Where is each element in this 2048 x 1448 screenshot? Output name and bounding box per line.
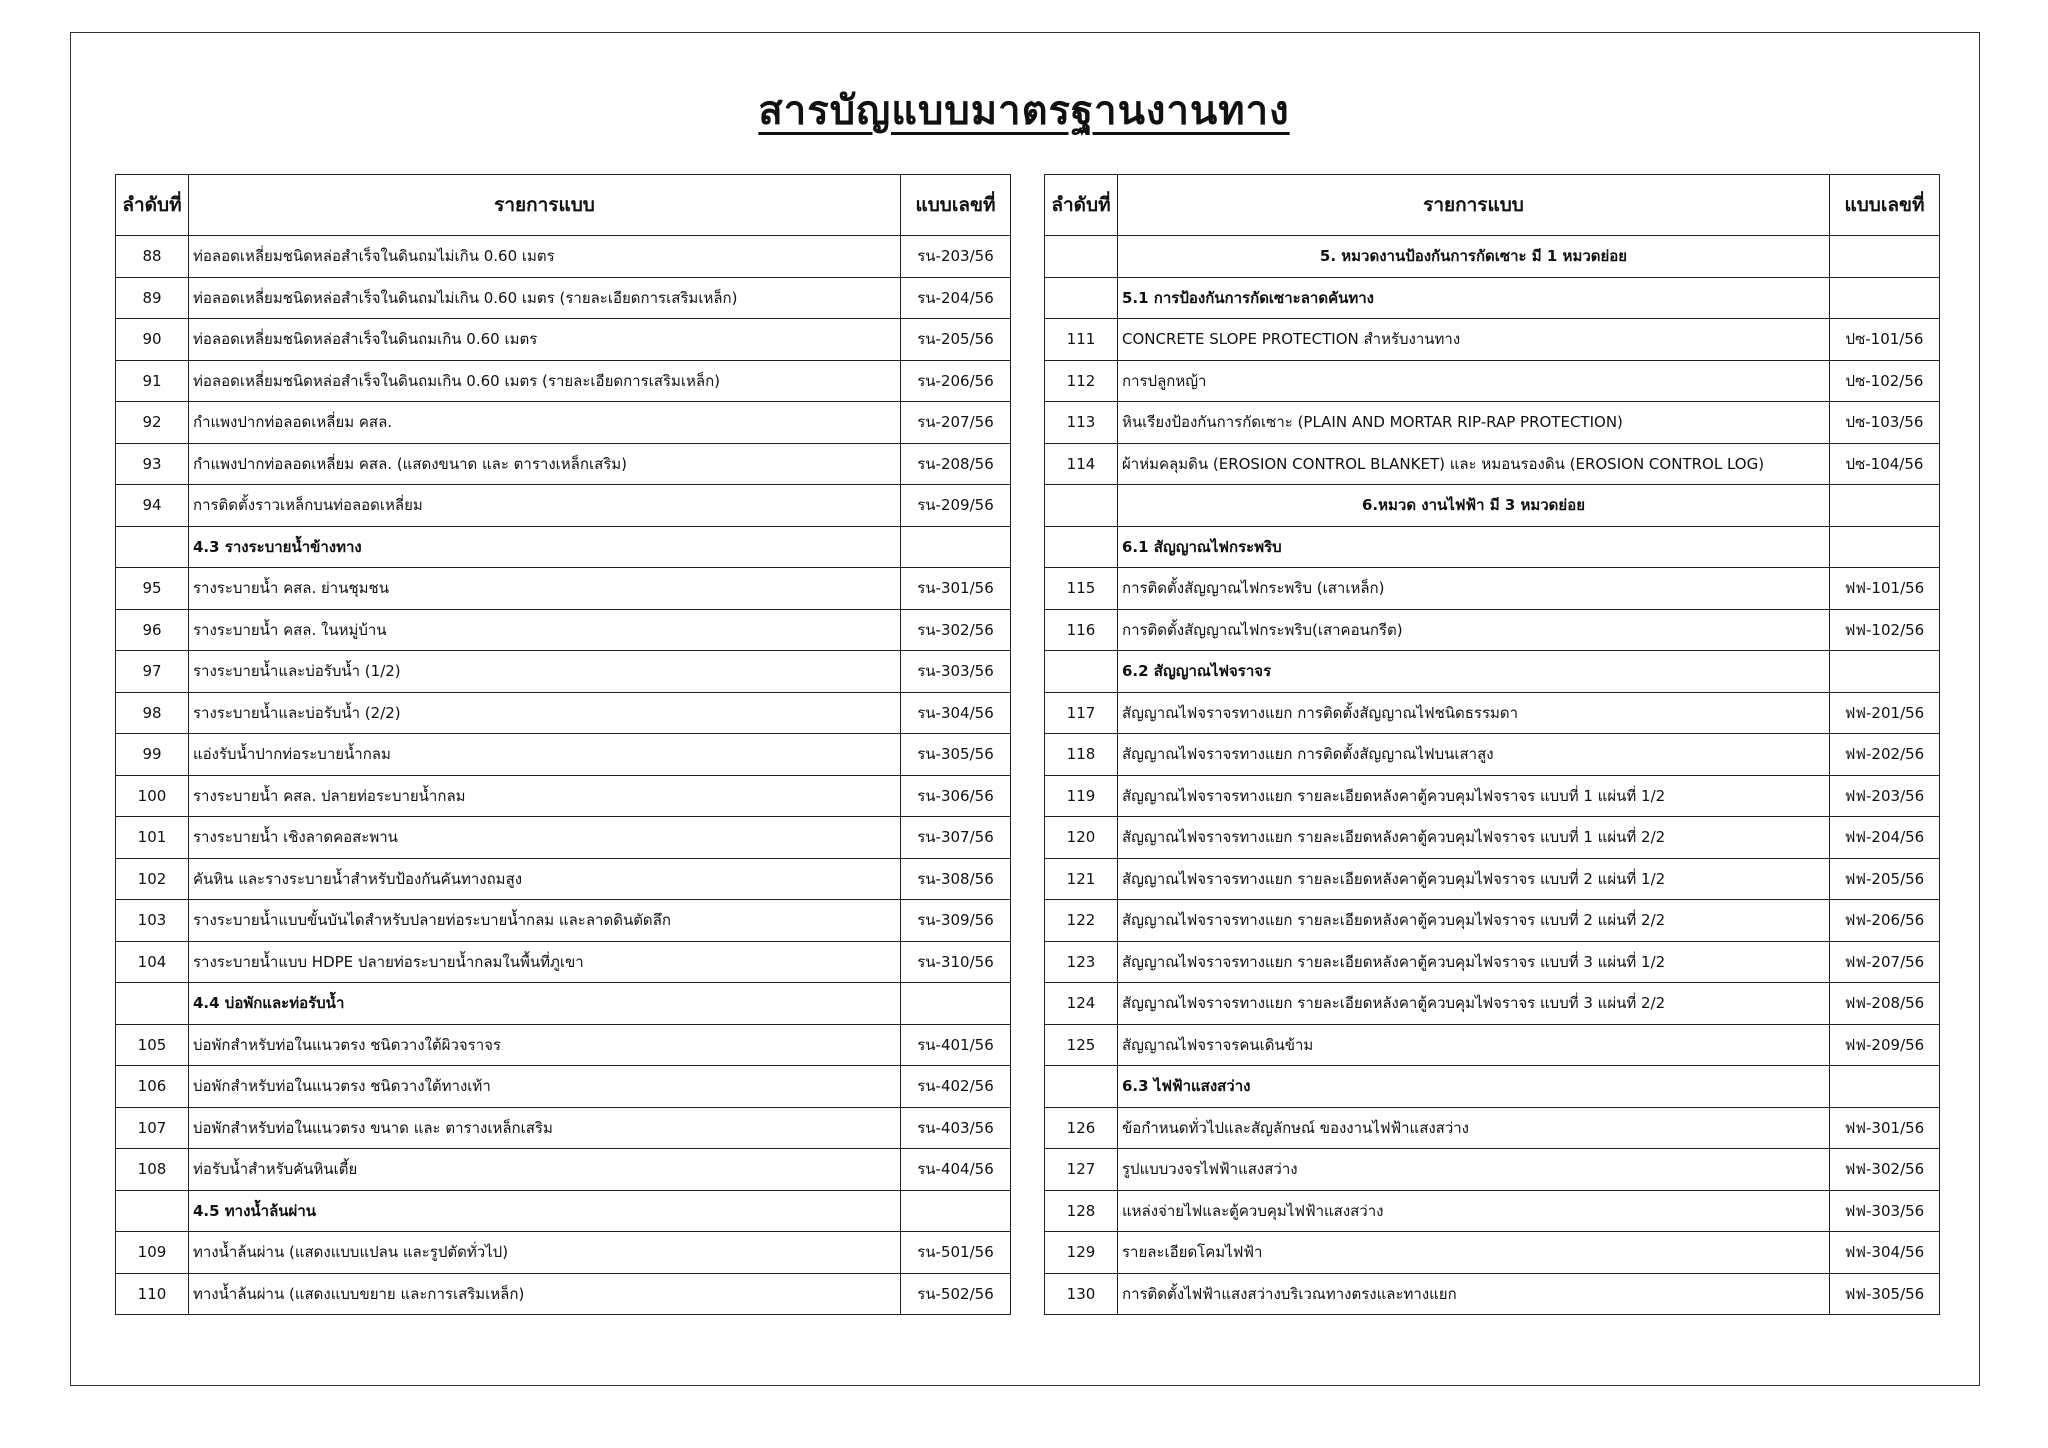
table-row	[1045, 443, 1940, 485]
cell-desc: สัญญาณไฟจราจรทางแยก รายละเอียดหลังคาตู้ควบคุมไฟจราจร แบบที่ 3 แผ่นที่ 2/2	[1118, 983, 1830, 1025]
cell-no: 94	[116, 485, 189, 527]
cell-no: 110	[116, 1273, 189, 1315]
cell-desc: ท่อรับน้ำสำหรับคันหินเตี้ย	[189, 1149, 901, 1191]
cell-no: 93	[116, 443, 189, 485]
cell-desc: กำแพงปากท่อลอดเหลี่ยม คสล. (แสดงขนาด และ ตารางเหล็กเสริม)	[189, 443, 901, 485]
cell-code: รน-308/56	[901, 858, 1011, 900]
cell-code: ฟฟ-208/56	[1830, 983, 1940, 1025]
table-row	[1045, 734, 1940, 776]
table-row	[116, 900, 1011, 942]
cell-desc: ท่อลอดเหลี่ยมชนิดหล่อสำเร็จในดินถมไม่เกิน 0.60 เมตร (รายละเอียดการเสริมเหล็ก)	[189, 277, 901, 319]
cell-no: 128	[1045, 1190, 1118, 1232]
cell-no: 116	[1045, 609, 1118, 651]
table-row	[1045, 402, 1940, 444]
cell-no: 111	[1045, 319, 1118, 361]
cell-desc: การติดตั้งสัญญาณไฟกระพริบ (เสาเหล็ก)	[1118, 568, 1830, 610]
header-no: ลำดับที่	[1045, 175, 1118, 236]
table-row	[116, 609, 1011, 651]
cell-desc: รางระบายน้ำแบบ HDPE ปลายท่อระบายน้ำกลมในพื้นที่ภูเขา	[189, 941, 901, 983]
cell-desc: รางระบายน้ำ คสล. ปลายท่อระบายน้ำกลม	[189, 775, 901, 817]
section-row	[116, 983, 1011, 1025]
cell-code: ปซ-103/56	[1830, 402, 1940, 444]
cell-desc: หินเรียงป้องกันการกัดเซาะ (PLAIN AND MORTAR RIP-RAP PROTECTION)	[1118, 402, 1830, 444]
cell-no: 98	[116, 692, 189, 734]
cell-code	[901, 526, 1011, 568]
table-header-row	[116, 175, 1011, 236]
table-row	[116, 485, 1011, 527]
cell-desc: สัญญาณไฟจราจรทางแยก รายละเอียดหลังคาตู้ควบคุมไฟจราจร แบบที่ 3 แผ่นที่ 1/2	[1118, 941, 1830, 983]
cell-desc: 4.4 บ่อพักและท่อรับน้ำ	[189, 983, 901, 1025]
cell-no	[1045, 277, 1118, 319]
cell-desc: รูปแบบวงจรไฟฟ้าแสงสว่าง	[1118, 1149, 1830, 1191]
cell-desc: สัญญาณไฟจราจรทางแยก การติดตั้งสัญญาณไฟบนเสาสูง	[1118, 734, 1830, 776]
cell-no: 96	[116, 609, 189, 651]
cell-desc: ทางน้ำล้นผ่าน (แสดงแบบแปลน และรูปตัดทั่วไป)	[189, 1232, 901, 1274]
cell-desc: 6.2 สัญญาณไฟจราจร	[1118, 651, 1830, 693]
cell-code: รน-401/56	[901, 1024, 1011, 1066]
cell-desc: รางระบายน้ำและบ่อรับน้ำ (2/2)	[189, 692, 901, 734]
cell-no: 101	[116, 817, 189, 859]
cell-code: รน-209/56	[901, 485, 1011, 527]
cell-no: 130	[1045, 1273, 1118, 1315]
cell-code: ฟฟ-204/56	[1830, 817, 1940, 859]
cell-code: ฟฟ-202/56	[1830, 734, 1940, 776]
cell-no: 104	[116, 941, 189, 983]
cell-desc: บ่อพักสำหรับท่อในแนวตรง ชนิดวางใต้ทางเท้า	[189, 1066, 901, 1108]
cell-desc: ท่อลอดเหลี่ยมชนิดหล่อสำเร็จในดินถมเกิน 0.60 เมตร (รายละเอียดการเสริมเหล็ก)	[189, 360, 901, 402]
cell-no: 124	[1045, 983, 1118, 1025]
cell-no: 126	[1045, 1107, 1118, 1149]
table-row	[116, 1107, 1011, 1149]
cell-desc: สัญญาณไฟจราจรทางแยก รายละเอียดหลังคาตู้ควบคุมไฟจราจร แบบที่ 1 แผ่นที่ 1/2	[1118, 775, 1830, 817]
cell-no	[1045, 1066, 1118, 1108]
header-code: แบบเลขที่	[1830, 175, 1940, 236]
cell-code	[901, 1190, 1011, 1232]
cell-code: ปซ-102/56	[1830, 360, 1940, 402]
section-row	[116, 1190, 1011, 1232]
table-row	[1045, 858, 1940, 900]
cell-no: 127	[1045, 1149, 1118, 1191]
cell-desc: ท่อลอดเหลี่ยมชนิดหล่อสำเร็จในดินถมไม่เกิน 0.60 เมตร	[189, 236, 901, 278]
cell-code: รน-310/56	[901, 941, 1011, 983]
cell-code	[1830, 1066, 1940, 1108]
cell-no: 102	[116, 858, 189, 900]
cell-desc: รางระบายน้ำ คสล. ในหมู่บ้าน	[189, 609, 901, 651]
cell-desc: รางระบายน้ำ คสล. ย่านชุมชน	[189, 568, 901, 610]
cell-desc: 6.3 ไฟฟ้าแสงสว่าง	[1118, 1066, 1830, 1108]
table-row	[116, 1066, 1011, 1108]
cell-code	[1830, 236, 1940, 278]
table-row	[116, 1024, 1011, 1066]
table-row	[116, 402, 1011, 444]
cell-desc: CONCRETE SLOPE PROTECTION สำหรับงานทาง	[1118, 319, 1830, 361]
cell-code: รน-502/56	[901, 1273, 1011, 1315]
cell-desc: รางระบายน้ำและบ่อรับน้ำ (1/2)	[189, 651, 901, 693]
table-row	[1045, 817, 1940, 859]
table-row	[1045, 568, 1940, 610]
cell-code: ฟฟ-302/56	[1830, 1149, 1940, 1191]
cell-code: รน-404/56	[901, 1149, 1011, 1191]
cell-code: ฟฟ-205/56	[1830, 858, 1940, 900]
cell-desc: การติดตั้งสัญญาณไฟกระพริบ(เสาคอนกรีต)	[1118, 609, 1830, 651]
cell-desc: สัญญาณไฟจราจรทางแยก รายละเอียดหลังคาตู้ควบคุมไฟจราจร แบบที่ 2 แผ่นที่ 2/2	[1118, 900, 1830, 942]
cell-code: รน-204/56	[901, 277, 1011, 319]
cell-no: 122	[1045, 900, 1118, 942]
cell-desc: 5. หมวดงานป้องกันการกัดเซาะ มี 1 หมวดย่อย	[1118, 236, 1830, 278]
cell-no: 121	[1045, 858, 1118, 900]
table-row	[116, 1232, 1011, 1274]
cell-desc: 4.3 รางระบายน้ำข้างทาง	[189, 526, 901, 568]
table-row	[1045, 1232, 1940, 1274]
cell-desc: รางระบายน้ำ เชิงลาดคอสะพาน	[189, 817, 901, 859]
cell-desc: บ่อพักสำหรับท่อในแนวตรง ชนิดวางใต้ผิวจราจร	[189, 1024, 901, 1066]
table-row	[1045, 609, 1940, 651]
cell-desc: การติดตั้งราวเหล็กบนท่อลอดเหลี่ยม	[189, 485, 901, 527]
table-row	[116, 1273, 1011, 1315]
table-row	[1045, 319, 1940, 361]
cell-code: รน-203/56	[901, 236, 1011, 278]
table-row	[116, 775, 1011, 817]
cell-code	[1830, 651, 1940, 693]
cell-no: 117	[1045, 692, 1118, 734]
cell-code	[1830, 485, 1940, 527]
cell-code: ฟฟ-304/56	[1830, 1232, 1940, 1274]
header-no: ลำดับที่	[116, 175, 189, 236]
cell-code	[1830, 526, 1940, 568]
cell-no: 97	[116, 651, 189, 693]
table-row	[116, 443, 1011, 485]
cell-no: 90	[116, 319, 189, 361]
cell-no: 105	[116, 1024, 189, 1066]
cell-code: รน-205/56	[901, 319, 1011, 361]
section-row	[1045, 651, 1940, 693]
table-row	[116, 651, 1011, 693]
table-row	[116, 568, 1011, 610]
cell-desc: 6.หมวด งานไฟฟ้า มี 3 หมวดย่อย	[1118, 485, 1830, 527]
cell-no: 92	[116, 402, 189, 444]
table-row	[116, 692, 1011, 734]
cell-no: 88	[116, 236, 189, 278]
cell-code: รน-306/56	[901, 775, 1011, 817]
cell-code: ฟฟ-209/56	[1830, 1024, 1940, 1066]
table-row	[1045, 1190, 1940, 1232]
cell-code: รน-206/56	[901, 360, 1011, 402]
category-row	[1045, 236, 1940, 278]
cell-code: รน-208/56	[901, 443, 1011, 485]
cell-code: ฟฟ-203/56	[1830, 775, 1940, 817]
cell-code: ฟฟ-101/56	[1830, 568, 1940, 610]
table-row	[116, 319, 1011, 361]
header-desc: รายการแบบ	[1118, 175, 1830, 236]
cell-no: 129	[1045, 1232, 1118, 1274]
cell-no	[116, 526, 189, 568]
cell-no: 112	[1045, 360, 1118, 402]
cell-desc: สัญญาณไฟจราจรทางแยก การติดตั้งสัญญาณไฟชนิดธรรมดา	[1118, 692, 1830, 734]
cell-no: 91	[116, 360, 189, 402]
section-row	[1045, 277, 1940, 319]
cell-no: 108	[116, 1149, 189, 1191]
cell-no	[1045, 651, 1118, 693]
cell-no: 95	[116, 568, 189, 610]
cell-desc: การติดตั้งไฟฟ้าแสงสว่างบริเวณทางตรงและทางแยก	[1118, 1273, 1830, 1315]
table-row	[116, 360, 1011, 402]
table-row	[1045, 1024, 1940, 1066]
table-row	[1045, 775, 1940, 817]
table-row	[116, 1149, 1011, 1191]
section-row	[116, 526, 1011, 568]
header-code: แบบเลขที่	[901, 175, 1011, 236]
cell-no	[1045, 236, 1118, 278]
cell-desc: แหล่งจ่ายไฟและตู้ควบคุมไฟฟ้าแสงสว่าง	[1118, 1190, 1830, 1232]
cell-desc: ท่อลอดเหลี่ยมชนิดหล่อสำเร็จในดินถมเกิน 0.60 เมตร	[189, 319, 901, 361]
table-row	[116, 277, 1011, 319]
cell-code: ฟฟ-305/56	[1830, 1273, 1940, 1315]
cell-no: 109	[116, 1232, 189, 1274]
cell-code: รน-309/56	[901, 900, 1011, 942]
cell-no: 106	[116, 1066, 189, 1108]
header-desc: รายการแบบ	[189, 175, 901, 236]
table-left	[115, 174, 1011, 1315]
table-row	[116, 817, 1011, 859]
cell-desc: สัญญาณไฟจราจรทางแยก รายละเอียดหลังคาตู้ควบคุมไฟจราจร แบบที่ 2 แผ่นที่ 1/2	[1118, 858, 1830, 900]
cell-code	[901, 983, 1011, 1025]
cell-desc: บ่อพักสำหรับท่อในแนวตรง ขนาด และ ตารางเหล็กเสริม	[189, 1107, 901, 1149]
cell-code: ฟฟ-102/56	[1830, 609, 1940, 651]
cell-no: 113	[1045, 402, 1118, 444]
table-row	[1045, 941, 1940, 983]
cell-no: 123	[1045, 941, 1118, 983]
cell-code	[1830, 277, 1940, 319]
cell-no: 103	[116, 900, 189, 942]
cell-desc: สัญญาณไฟจราจรทางแยก รายละเอียดหลังคาตู้ควบคุมไฟจราจร แบบที่ 1 แผ่นที่ 2/2	[1118, 817, 1830, 859]
cell-code: รน-304/56	[901, 692, 1011, 734]
cell-code: รน-303/56	[901, 651, 1011, 693]
cell-desc: ทางน้ำล้นผ่าน (แสดงแบบขยาย และการเสริมเหล็ก)	[189, 1273, 901, 1315]
cell-no: 118	[1045, 734, 1118, 776]
cell-no	[116, 1190, 189, 1232]
table-right	[1044, 174, 1940, 1315]
table-row	[116, 858, 1011, 900]
cell-desc: แอ่งรับน้ำปากท่อระบายน้ำกลม	[189, 734, 901, 776]
cell-code: รน-207/56	[901, 402, 1011, 444]
cell-code: ฟฟ-206/56	[1830, 900, 1940, 942]
table-row	[1045, 900, 1940, 942]
cell-code: ปซ-101/56	[1830, 319, 1940, 361]
cell-code: รน-307/56	[901, 817, 1011, 859]
cell-desc: 4.5 ทางน้ำล้นผ่าน	[189, 1190, 901, 1232]
cell-desc: กำแพงปากท่อลอดเหลี่ยม คสล.	[189, 402, 901, 444]
cell-desc: คันหิน และรางระบายน้ำสำหรับป้องกันคันทางถมสูง	[189, 858, 901, 900]
cell-code: ฟฟ-207/56	[1830, 941, 1940, 983]
cell-no	[116, 983, 189, 1025]
cell-no	[1045, 526, 1118, 568]
cell-no: 120	[1045, 817, 1118, 859]
cell-desc: ข้อกำหนดทั่วไปและสัญลักษณ์ ของงานไฟฟ้าแสงสว่าง	[1118, 1107, 1830, 1149]
table-row	[1045, 983, 1940, 1025]
page-title: สารบัญแบบมาตรฐานงานทาง	[758, 88, 1290, 134]
category-row	[1045, 485, 1940, 527]
cell-code: รน-305/56	[901, 734, 1011, 776]
table-row	[116, 734, 1011, 776]
cell-no: 89	[116, 277, 189, 319]
cell-code: ปซ-104/56	[1830, 443, 1940, 485]
cell-no: 114	[1045, 443, 1118, 485]
cell-code: รน-403/56	[901, 1107, 1011, 1149]
cell-no	[1045, 485, 1118, 527]
cell-no: 125	[1045, 1024, 1118, 1066]
table-row	[116, 236, 1011, 278]
cell-desc: สัญญาณไฟจราจรคนเดินข้าม	[1118, 1024, 1830, 1066]
cell-code: รน-402/56	[901, 1066, 1011, 1108]
table-row	[116, 941, 1011, 983]
cell-desc: การปลูกหญ้า	[1118, 360, 1830, 402]
table-row	[1045, 1273, 1940, 1315]
table-row	[1045, 360, 1940, 402]
cell-code: รน-501/56	[901, 1232, 1011, 1274]
section-row	[1045, 526, 1940, 568]
cell-no: 119	[1045, 775, 1118, 817]
section-row	[1045, 1066, 1940, 1108]
cell-desc: 6.1 สัญญาณไฟกระพริบ	[1118, 526, 1830, 568]
cell-code: ฟฟ-303/56	[1830, 1190, 1940, 1232]
table-header-row	[1045, 175, 1940, 236]
cell-code: รน-302/56	[901, 609, 1011, 651]
cell-no: 107	[116, 1107, 189, 1149]
cell-code: รน-301/56	[901, 568, 1011, 610]
cell-desc: รายละเอียดโคมไฟฟ้า	[1118, 1232, 1830, 1274]
cell-desc: ผ้าห่มคลุมดิน (EROSION CONTROL BLANKET) และ หมอนรองดิน (EROSION CONTROL LOG)	[1118, 443, 1830, 485]
table-row	[1045, 1107, 1940, 1149]
table-row	[1045, 1149, 1940, 1191]
cell-desc: รางระบายน้ำแบบขั้นบันไดสำหรับปลายท่อระบายน้ำกลม และลาดดินตัดลึก	[189, 900, 901, 942]
cell-code: ฟฟ-201/56	[1830, 692, 1940, 734]
table-row	[1045, 692, 1940, 734]
cell-code: ฟฟ-301/56	[1830, 1107, 1940, 1149]
cell-no: 115	[1045, 568, 1118, 610]
cell-desc: 5.1 การป้องกันการกัดเซาะลาดคันทาง	[1118, 277, 1830, 319]
cell-no: 99	[116, 734, 189, 776]
cell-no: 100	[116, 775, 189, 817]
